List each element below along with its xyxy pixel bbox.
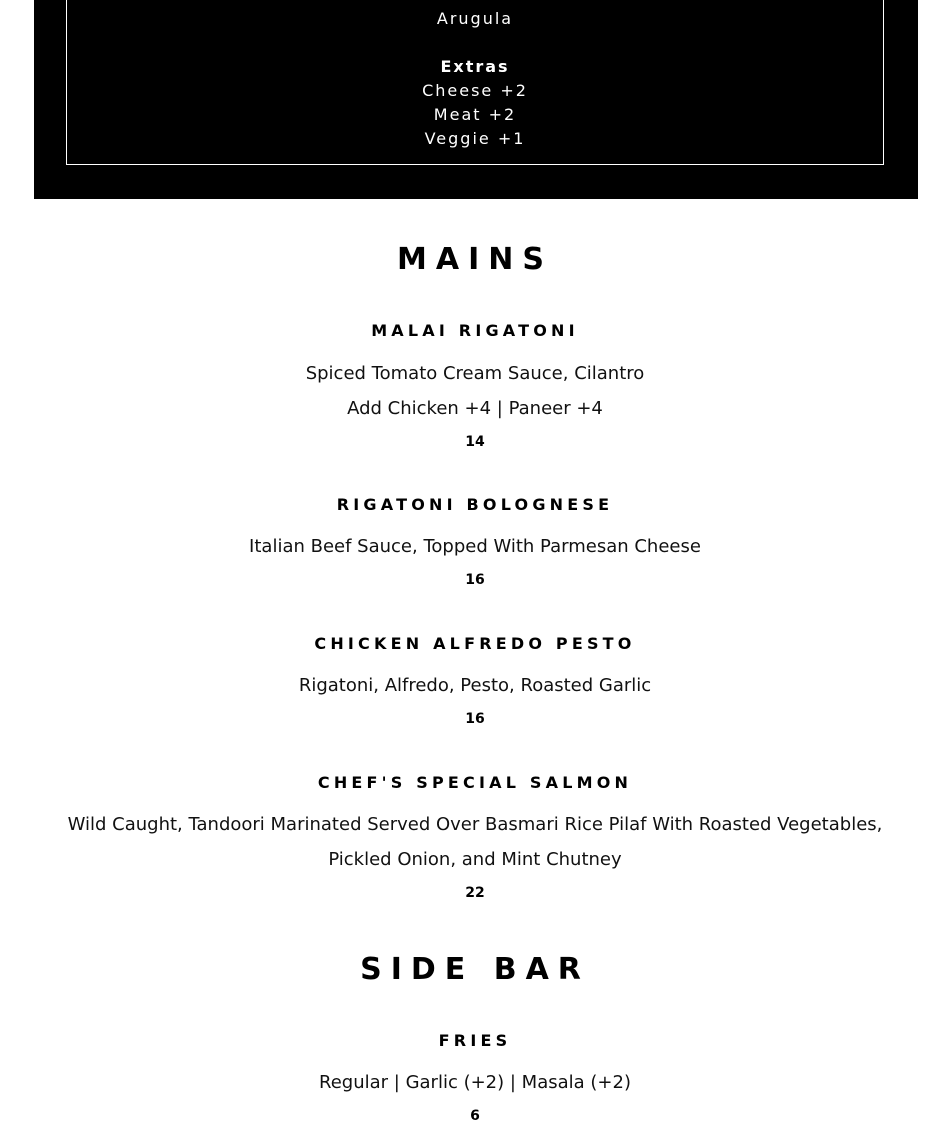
menu-item-price: 16 bbox=[465, 711, 485, 727]
menu-item-description: Rigatoni, Alfredo, Pesto, Roasted Garlic bbox=[298, 675, 652, 696]
menu-item-name: MALAI RIGATONI bbox=[371, 321, 579, 340]
menu-item-name: RIGATONI BOLOGNESE bbox=[336, 495, 614, 514]
menu-item-name: CHEF'S SPECIAL SALMON bbox=[317, 773, 633, 792]
mains-heading: MAINS bbox=[397, 242, 553, 277]
menu-item-price: 14 bbox=[465, 434, 485, 450]
menu-item-price: 22 bbox=[465, 885, 485, 901]
menu-item-description: Add Chicken +4 | Paneer +4 bbox=[347, 398, 603, 419]
extras-box bbox=[66, 0, 884, 165]
menu-item-price: 6 bbox=[470, 1108, 480, 1124]
menu-item-price: 16 bbox=[465, 572, 485, 588]
menu-item-description: Italian Beef Sauce, Topped With Parmesan Cheese bbox=[249, 536, 701, 557]
extra-cheese: Cheese +2 bbox=[422, 81, 528, 100]
menu-item-description: Regular | Garlic (+2) | Masala (+2) bbox=[319, 1072, 631, 1093]
menu-item-description: Wild Caught, Tandoori Marinated Served Over Basmari Rice Pilaf With Roasted Vegetables, Pickled Onion, and Mint Chutney bbox=[67, 814, 883, 870]
ingredient-line: Arugula bbox=[436, 9, 514, 28]
menu-item-name: FRIES bbox=[438, 1031, 512, 1050]
extras-panel bbox=[34, 0, 918, 199]
menu-item-description: Spiced Tomato Cream Sauce, Cilantro bbox=[305, 363, 645, 384]
side-bar-heading: SIDE BAR bbox=[360, 952, 590, 987]
extra-meat: Meat +2 bbox=[433, 105, 517, 124]
menu-item-name: CHICKEN ALFREDO PESTO bbox=[314, 634, 636, 653]
extras-title: Extras bbox=[440, 57, 510, 76]
extra-veggie: Veggie +1 bbox=[424, 129, 526, 148]
